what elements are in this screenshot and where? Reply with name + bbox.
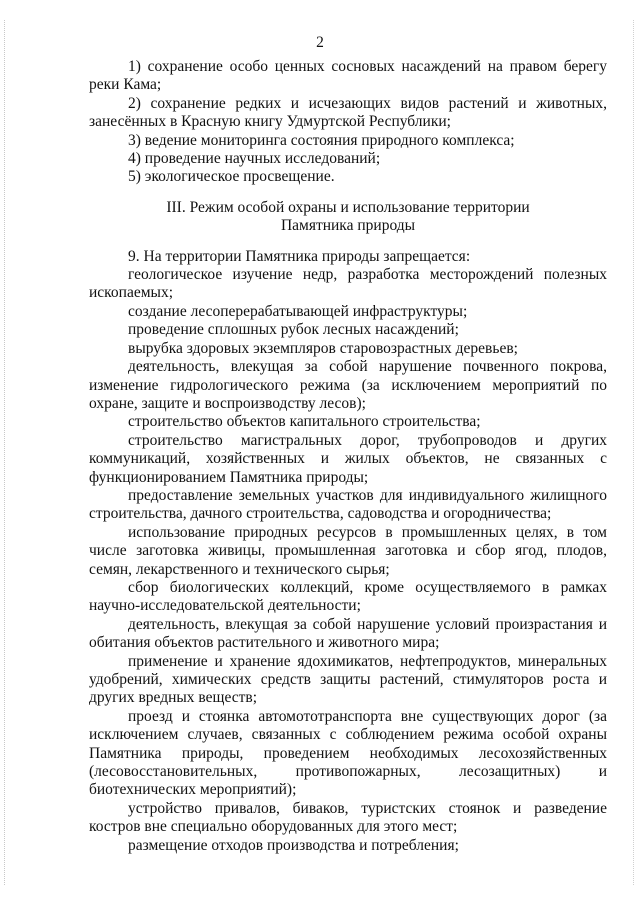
- section-heading-line: III. Режим особой охраны и использование территории: [166, 198, 530, 216]
- prohibition-item: применение и хранение ядохимикатов, нефтепродуктов, минеральных удобрений, химических средств защиты растений, стимуляторов роста и других вредных веществ;: [89, 652, 607, 707]
- prohibition-item: проезд и стоянка автомототранспорта вне существующих дорог (за исключением случаев, связанных с соблюдением режима особой охраны Памятника природы, проведением необходимых лесохозяйственных (лесовосстановительных, противопожарных, лесозащитных) и биотехнических мероприятий);: [89, 707, 607, 799]
- goal-item: 2) сохранение редких и исчезающих видов растений и животных, занесённых в Красную книгу Удмуртской Республики;: [89, 94, 607, 131]
- document-body: [89, 58, 607, 855]
- scan-edge-right: [633, 20, 634, 885]
- prohibition-item: вырубка здоровых экземпляров старовозрастных деревьев;: [128, 339, 518, 357]
- goal-item: 3) ведение мониторинга состояния природного комплекса;: [128, 131, 515, 149]
- goal-item: 4) проведение научных исследований;: [128, 150, 381, 168]
- spacer: [89, 236, 607, 248]
- prohibition-item: предоставление земельных участков для индивидуального жилищного строительства, дачного строительства, садоводства и огородничества;: [89, 486, 607, 523]
- prohibition-item: размещение отходов производства и потребления;: [128, 836, 459, 854]
- prohibition-item: сбор биологических коллекций, кроме осуществляемого в рамках научно-исследовательской деятельности;: [89, 578, 607, 615]
- page-number: 2: [316, 34, 324, 51]
- prohibition-item: использование природных ресурсов в промышленных целях, в том числе заготовка живицы, промышленная заготовка и сбор ягод, плодов, семян, лекарственного и технического сырья;: [89, 523, 607, 578]
- clause-intro: 9. На территории Памятника природы запрещается:: [128, 247, 471, 265]
- prohibition-item: строительство магистральных дорог, трубопроводов и других коммуникаций, хозяйственных и жилых объектов, не связанных с функционированием Памятника природы;: [89, 431, 607, 486]
- prohibition-item: устройство привалов, биваков, туристских стоянок и разведение костров вне специально оборудованных для этого мест;: [89, 799, 607, 836]
- section-heading: [89, 199, 607, 236]
- prohibition-item: проведение сплошных рубок лесных насаждений;: [128, 321, 459, 339]
- prohibition-item: создание лесоперерабатывающей инфраструктуры;: [128, 302, 468, 320]
- prohibition-item: деятельность, влекущая за собой нарушение условий произрастания и обитания объектов растительного и животного мира;: [89, 615, 607, 652]
- goal-item: 5) экологическое просвещение.: [128, 168, 335, 186]
- section-heading-line: Памятника природы: [280, 217, 416, 235]
- prohibition-item: строительство объектов капитального строительства;: [128, 413, 481, 431]
- goal-item: 1) сохранение особо ценных сосновых насаждений на правом берегу реки Кама;: [89, 58, 607, 94]
- prohibition-item: деятельность, влекущая за собой нарушение почвенного покрова, изменение гидрологического режима (за исключением мероприятий по охране, защите и воспроизводству лесов);: [89, 358, 607, 412]
- scan-edge-left: [4, 20, 5, 885]
- prohibition-item: геологическое изучение недр, разработка месторождений полезных ископаемых;: [89, 266, 607, 302]
